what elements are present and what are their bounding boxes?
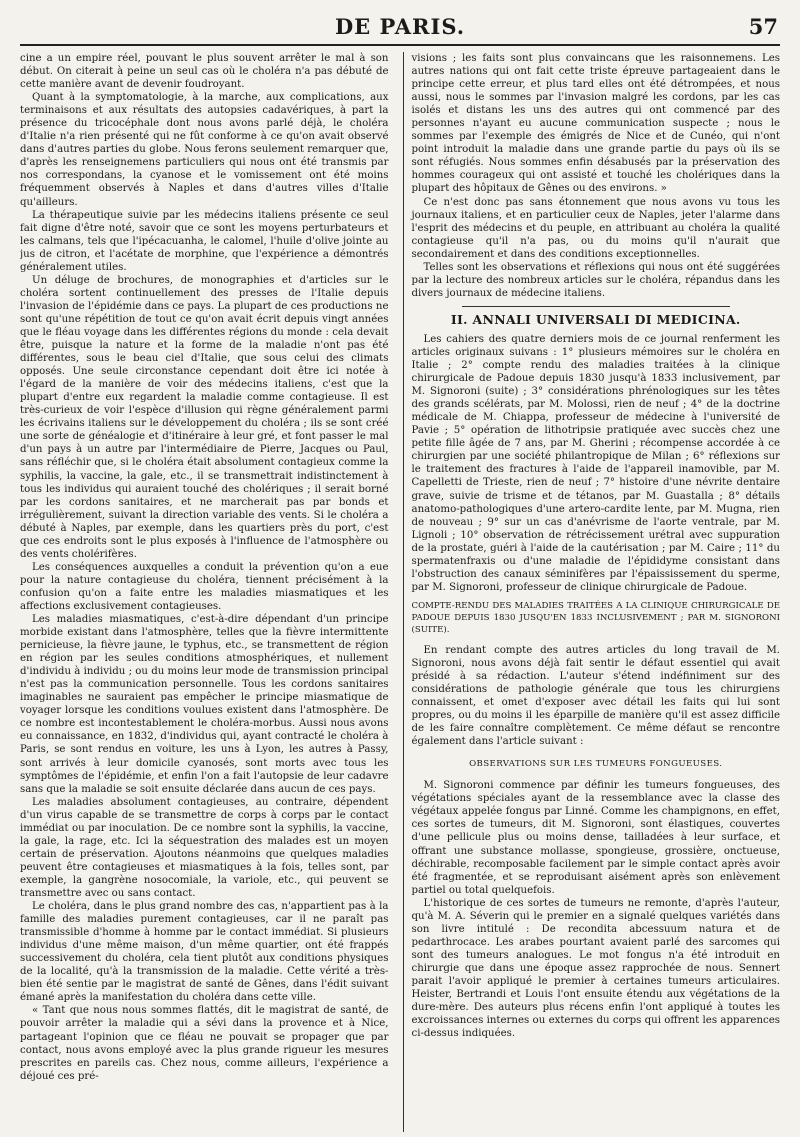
section-title: II. ANNALI UNIVERSALI DI MEDICINA. xyxy=(450,311,741,327)
paragraph: Les maladies absolument contagieuses, au contraire, dépendent d'un virus capable de se transmettre de corps à corps par le contact immédiat ou par inoculation. De ce nombre sont la syphilis, la vaccine, la gale, la rage, etc. Ici la séquestration des malades est un moyen certain de préservation. Ajoutons néanmoins que quelques maladies peuvent être contagieuses et miasmatiques à la fois, telles sont, par exemple, la gangrène nosocomiale, la variole, etc., qui peuvent se transmettre avec ou sans contact. xyxy=(20,796,389,899)
text-columns xyxy=(20,52,780,1132)
paragraph: L'historique de ces sortes de tumeurs ne remonte, d'après l'auteur, qu'à M. A. Séverin qui le premier en a signalé quelques variétés dans son livre intitulé : De recondita abcessuum natura et de pedarthrocace. Les arabes pourtant avaient parlé des sarcomes qui sont des tumeurs analogues. Le mot fongus n'a été introduit en chirurgie que dans une époque assez rapprochée de nous. Sennert parait l'avoir appliqué le premier à certaines tumeurs articulaires. Heister, Bertrandi et Louis l'ont ensuite étendu aux végétations de la dure-mère. Des auteurs plus récens enfin l'ont appliqué à toutes les excroissances internes ou externes du corps qui offrent les apparences ci-dessus indiquées. xyxy=(411,897,780,1040)
running-title: DE PARIS. xyxy=(334,14,466,39)
divider xyxy=(462,306,731,307)
paragraph: « Tant que nous nous sommes flattés, dit le magistrat de santé, de pouvoir arrêter la maladie qui a sévi dans la provence et à Nice, partageant l'opinion que ce fléau ne pouvait se propager que par contact, nous avons employé avec la plus grande rigueur les mesures prescrites en pareils cas. Chez nous, comme ailleurs, l'expérience a déjoué ces pré- xyxy=(20,1005,389,1082)
paragraph: Les cahiers des quatre derniers mois de ce journal renferment les articles originaux suivans : 1° plusieurs mémoires sur le choléra en Italie ; 2° compte rendu des maladies traitées à la clinique chirurgicale de Padoue depuis 1830 jusqu'à 1833 inclusivement, par M. Signoroni (suite) ; 3° considérations phrénologiques sur les têtes des grands scélérats, par M. Molossi, rien de neuf ; 4° de la doctrine médicale de M. Chiappa, professeur de médecine à l'université de Pavie ; 5° opération de lithotripsie pratiquée avec succès chez une petite fille âgée de 7 ans, par M. Gherini ; récompense accordée à ce chirurgien par une société philantropique de Milan ; 6° réflexions sur le traitement des fractures à l'aide de l'appareil inamovible, par M. Capelletti de Trieste, rien de neuf ; 7° histoire d'une névrite dentaire grave, suivie de trisme et de tétanos, par M. Guastalla ; 8° détails anatomo-pathologiques d'une artero-cardite lente, par M. Mugna, rien de nouveau ; 9° sur un cas d'anévrisme de l'aorte ventrale, par M. Lignoli ; 10° observation de rétrécissement urétral avec suppuration de la prostate, guéri à l'aide de la cautérisation ; par M. Caire ; 11° du spermatenfraxis ou d'une maladie de l'épididyme consistant dans l'obstruction des canaux séminifères par l'épaississement du sperme, par M. Signoroni, professeur de clinique chirurgicale de Padoue. xyxy=(411,333,780,593)
page-number: 57 xyxy=(748,14,778,39)
article-subheading: COMPTE-RENDU DES MALADIES TRAITÉES A LA CLINIQUE CHIRURGICALE DE PADOUE DEPUIS 1830 JUSQU'EN 1833 INCLUSIVEMENT ; PAR M. SIGNORONI (SUITE). xyxy=(411,600,780,635)
paragraph: En rendant compte des autres articles du long travail de M. Signoroni, nous avons déjà fait sentir le défaut essentiel qui avait présidé à sa rédaction. L'auteur s'étend indéfiniment sur des considérations de pathologie générale que tous les chirurgiens connaissent, et omet d'exposer avec détail les faits qui lui sont propres, ou du moins il les éparpille de manière qu'il est assez difficile de les faire connaître complètement. Ce même défaut se rencontre également dans l'article suivant : xyxy=(411,644,780,748)
paragraph: Telles sont les observations et réflexions qui nous ont été suggérées par la lecture des nombreux articles sur le choléra, répandus dans les divers journaux de médecine italiens. xyxy=(411,261,780,299)
paragraph: cine a un empire réel, pouvant le plus souvent arrêter le mal à son début. On citerait à peine un seul cas où le choléra n'a pas débuté de cette manière avant de devenir foudroyant. xyxy=(20,53,389,91)
paragraph: Le choléra, dans le plus grand nombre des cas, n'appartient pas à la famille des maladies purement contagieuses, car il ne paraît pas transmissible d'homme à homme par le contact immédiat. Si plusieurs individus d'une même maison, d'un même quartier, ont été frappés successivement du choléra, cela tient plutôt aux conditions physiques de la localité, qu'à la transmission de la maladie. Cette vérité a très-bien été sentie par le magistrat de santé de Gênes, dans l'édit suivant émané après la manifestation du choléra dans cette ville. xyxy=(20,901,389,1004)
paragraph: Les conséquences auxquelles a conduit la prévention qu'on a eue pour la nature contagieuse du choléra, tiennent précisément à la confusion qu'on a faite entre les maladies miasmatiques et les affections exclusivement contagieuses. xyxy=(20,561,389,612)
paragraph: La thérapeutique suivie par les médecins italiens présente ce seul fait digne d'être noté, savoir que ce sont les moyens perturbateurs et les calmans, tels que l'ipécacuanha, le calomel, l'huile d'olive jointe au jus de citron, et l'acétate de morphine, que l'expérience a démontrés généralement utiles. xyxy=(20,209,389,273)
paragraph: Un déluge de brochures, de monographies et d'articles sur le choléra sortent continuellement des presses de l'Italie depuis l'invasion de l'épidémie dans ce pays. La plupart de ces productions ne sont qu'une répétition de tout ce qu'on avait écrit depuis vingt années que le fléau voyage dans les différentes régions du monde : cela devait être, puisque la nature et la forme de la maladie n'ont pas été différentes, sous le beau ciel d'Italie, que sous celui des climats opposés. Une seule circonstance cependant doit être ici notée à l'égard de la manière de voir des médecins italiens, c'est que la plupart d'entre eux regardent la maladie comme contagieuse. Il est très-curieux de voir l'espèce d'illusion qui règne généralement parmi les écrivains italiens sur le développement du choléra ; ils se sont créé une sorte de généalogie et d'itinéraire à leur gré, et font passer le mal d'un pays à un autre par l'intermédiaire de Pierre, Jacques ou Paul, sans réfléchir que, si le choléra était absolument contagieux comme la syphilis, la vaccine, la gale, etc., il se transmettrait indistinctement à tous les individus qui auraient touché des cholériques ; il serait borné par les cordons sanitaires, et ne marcherait pas par bonds et irrégulièrement, suivant la direction variable des vents. Si le choléra a débuté à Naples, par exemple, dans les quartiers près du port, c'est que ces endroits sont le plus exposés à l'influence de l'atmosphère ou des vents cholérifères. xyxy=(20,274,389,560)
paragraph: Ce n'est donc pas sans étonnement que nous avons vu tous les journaux italiens, et en particulier ceux de Naples, jeter l'alarme dans l'esprit des médecins et du peuple, en attribuant au choléra la qualité contagieuse qu'il n'a pas, ou du moins qu'il n'aurait que secondairement et dans des conditions exceptionnelles. xyxy=(411,196,780,260)
left-column xyxy=(20,52,389,1132)
paragraph: visions ; les faits sont plus convaincans que les raisonnemens. Les autres nations qui ont fait cette triste épreuve partageaient dans le principe cette erreur, et plus tard elles ont été détrompées, et nous aussi, nous le sommes par l'invasion malgré les cordons, par les cas isolés et distans les uns des autres qui ont commencé par des personnes n'ayant eu aucune communication suspecte ; nous le sommes par l'exemple des émigrés de Nice et de Cunéo, qui n'ont point introduit la maladie dans une grande partie du pays où ils se sont réfugiés. Nous sommes enfin désabusés par la préservation des hommes courageux qui ont assisté et touché les cholériques dans la plupart des hôpitaux de Gênes ou des environs. » xyxy=(411,53,780,195)
paragraph: Quant à la symptomatologie, à la marche, aux complications, aux terminaisons et aux résultats des autopsies cadavériques, à part la présence du tricocéphale dont nous avons parlé déjà, le choléra d'Italie n'a rien présenté qui ne fût conforme à ce qu'on avait observé dans d'autres parties du globe. Nous ferons seulement remarquer que, d'après les renseignemens particuliers qui nous ont été transmis par nos correspondans, la cyanose et le vomissement ont été moins fréquemment observés à Naples et dans d'autres villes d'Italie qu'ailleurs. xyxy=(20,92,389,208)
paragraph: M. Signoroni commence par définir les tumeurs fongueuses, des végétations spéciales ayant de la ressemblance avec la classe des végétaux appelée fongus par Linné. Comme les champignons, en effet, ces sortes de tumeurs, dit M. Signoroni, sont élastiques, couvertes d'une pellicule plus ou moins dense, tailladées à leur surface, et offrant une substance mollasse, spongieuse, grossière, onctueuse, déchirable, recomposable facilement par le simple contact après avoir été fragmentée, et se reproduisant aisément après son enlèvement partiel ou total quelquefois. xyxy=(411,780,780,896)
article-subheading-2: OBSERVATIONS SUR LES TUMEURS FONGUEUSES. xyxy=(469,759,723,770)
right-column xyxy=(403,52,781,1132)
paragraph: Les maladies miasmatiques, c'est-à-dire dépendant d'un principe morbide existant dans l'atmosphère, telles que la fièvre intermittente pernicieuse, la fièvre jaune, le typhus, etc., se transmettent de région en région par les seules conditions atmosphériques, et nullement d'individu à individu ; ou du moins leur mode de transmission principal n'est pas la communication personnelle. Tous les cordons sanitaires imaginables ne sauraient pas empêcher le principe miasmatique de voyager lorsque les conditions voulues existent dans l'atmosphère. De ce nombre est incontestablement le choléra-morbus. Aussi nous avons eu connaissance, en 1832, d'individus qui, ayant contracté le choléra à Paris, se sont rendus en voiture, les uns à Lyon, les autres à Passy, sont arrivés à leur domicile cyanosés, sont morts avec tous les symptômes de l'épidémie, et enfin l'on a fait l'autopsie de leur cadavre sans que la maladie se soit ensuite déclarée dans aucun de ces pays. xyxy=(20,614,389,795)
page-header xyxy=(20,10,780,46)
